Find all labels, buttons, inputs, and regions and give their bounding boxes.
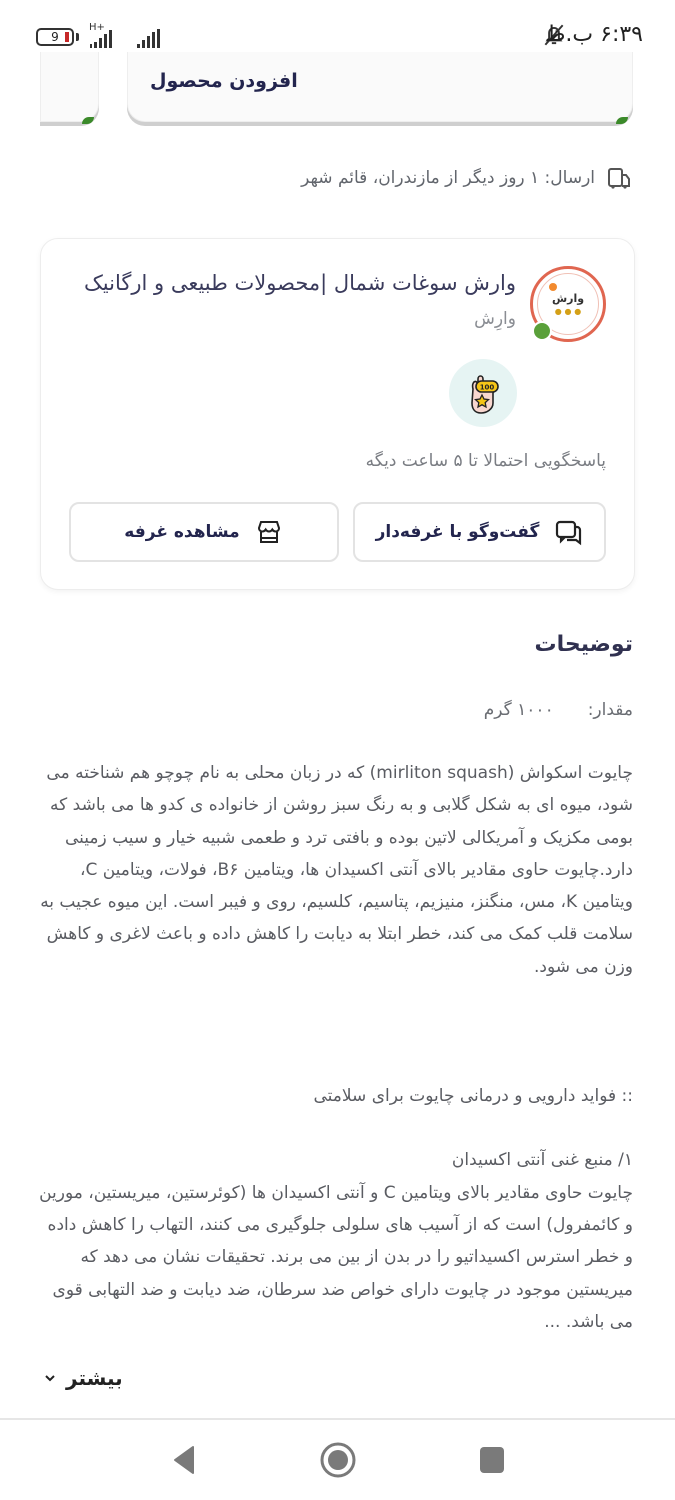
shop-badge[interactable] <box>449 359 517 427</box>
home-button[interactable] <box>318 1440 358 1480</box>
leaf-accent-icon <box>616 117 628 124</box>
add-product-label: افزودن محصول <box>150 70 298 92</box>
quantity-label: مقدار: <box>587 700 633 720</box>
chat-bubble-icon <box>553 517 583 547</box>
signal-icon <box>137 28 160 48</box>
description-body <box>37 757 633 1338</box>
quantity-row <box>484 700 633 720</box>
battery-level: 9 <box>51 30 59 44</box>
description-intro: چایوت اسکواش (mirliton squash) که در زبان محلی به نام چوچو هم شناخته می شود، میوه ای به شکل گلابی و به رنگ سبز روشن از خانواده ی کدو ها می باشد که بومی مکزیک و آمریکالی لاتین بوده و بافتی ترد و طعمی شبیه خیار و سیب زمینی دارد.چایوت حاوی مقادیر بالای آنتی اکسیدان ها، ویتامین B۶، فولات، ویتامین C، ویتامین K، مس، منگنز، منیزیم، پتاسیم، کلسیم، روی و فیبر است. این میوه عجیب به سلامت قلب کمک می کند، خطر ابتلا به دیابت را کاهش داده و باعث لاغری و کاهش وزن می شود. <box>40 763 633 977</box>
response-time: پاسخگویی احتمالا تا ۵ ساعت دیگه <box>365 451 606 471</box>
fruits-icon: ● ● ● <box>554 307 582 316</box>
show-more-button[interactable] <box>44 1366 123 1390</box>
truck-icon <box>605 164 633 192</box>
online-status-indicator <box>532 321 552 341</box>
show-more-label: بیشتر <box>66 1366 123 1390</box>
shop-logo-text: وارش <box>551 292 585 305</box>
partial-product-card[interactable] <box>40 52 99 122</box>
hand-star-100-icon <box>463 371 503 415</box>
shop-card <box>40 238 635 590</box>
recents-button[interactable] <box>472 1440 512 1480</box>
back-icon <box>171 1445 197 1475</box>
shipping-info <box>301 164 633 192</box>
benefits-heading: :: فواید دارویی و درمانی چایوت برای سلامتی <box>313 1086 633 1107</box>
point1-heading: ۱/ منبع غنی آنتی اکسیدان <box>451 1150 633 1171</box>
battery-icon <box>36 28 74 46</box>
status-time: ۶:۳۹ ب.ظ <box>545 22 643 47</box>
point1-body: چایوت حاوی مقادیر بالای ویتامین C و آنتی اکسیدان ها (کوئرستین، میریستین، مورین و کائمفرول) است که از آسیب های سلولی جلوگیری می کنند، التهاب را کاهش داده و خطر استرس اکسیداتیو را در بدن از بین می برند. تحقیقات نشان می دهد که میریستین موجود در چایوت دارای خواص ضد سرطان، ضد دیابت و ضد التهابی قوی می باشد. ... <box>39 1182 633 1332</box>
chat-button-label: گفت‌وگو با غرفه‌دار <box>375 522 540 542</box>
leaf-accent-icon <box>82 117 94 124</box>
recents-icon <box>478 1445 506 1475</box>
svg-text:100: 100 <box>479 383 495 392</box>
chat-with-seller-button[interactable] <box>353 502 606 562</box>
chevron-down-icon <box>44 1372 56 1384</box>
description-title: توضیحات <box>534 632 633 657</box>
quantity-value: ۱۰۰۰ گرم <box>483 700 554 720</box>
back-button[interactable] <box>164 1440 204 1480</box>
view-shop-button[interactable] <box>69 502 339 562</box>
view-shop-label: مشاهده غرفه <box>124 522 240 542</box>
shop-subtitle: وارِش <box>474 309 516 329</box>
home-icon <box>319 1441 357 1479</box>
network-type: H+ <box>89 22 105 33</box>
shipping-text: ارسال: ۱ روز دیگر از مازندران، قائم شهر <box>301 168 595 188</box>
nav-divider <box>0 1418 675 1420</box>
store-icon <box>254 517 284 547</box>
battery-tip <box>76 33 79 41</box>
shop-name[interactable]: وارِش سوغات شمال |محصولات طبیعی و ارگانیک <box>84 271 516 295</box>
signal-icon <box>90 28 112 48</box>
add-product-card[interactable] <box>127 52 633 122</box>
